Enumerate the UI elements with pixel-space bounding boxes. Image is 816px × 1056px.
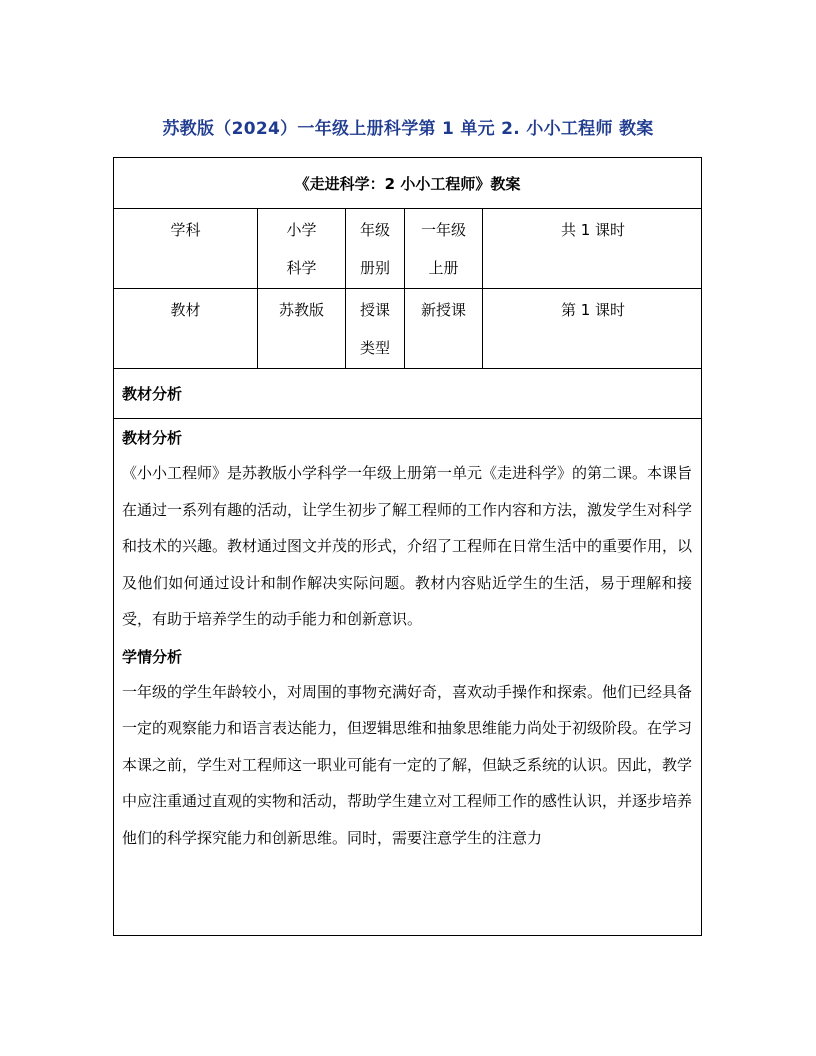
subject-value <box>258 209 346 288</box>
learner-paragraph: 一年级的学生年龄较小，对周围的事物充满好奇，喜欢动手操作和探索。他们已经具备一定的观察能力和语言表达能力，但逻辑思维和抽象思维能力尚处于初级阶段。在学习本课之前，学生对工程师这一职业可能有一定的了解，但缺乏系统的认识。因此，教学中应注重通过直观的实物和活动，帮助学生建立对工程师工作的感性认识，并逐步培养他们的科学探究能力和创新思维。同时，需要注意学生的注意力 <box>122 682 693 847</box>
textbook-value <box>258 289 346 368</box>
table-row-textbook <box>114 289 701 369</box>
lesson-number <box>483 289 702 368</box>
document-title: 苏教版（2024）一年级上册科学第 1 单元 2. 小小工程师 教案 <box>162 119 654 139</box>
section-body <box>114 419 701 856</box>
analysis-paragraph: 《小小工程师》是苏教版小学科学一年级上册第一单元《走进科学》的第二课。本课旨在通过一系列有趣的活动，让学生初步了解工程师的工作内容和方法，激发学生对科学和技术的兴趣。教材通过图文并茂的形式，介绍了工程师在日常生活中的重要作用，以及他们如何通过设计和制作解决实际问题。教材内容贴近学生的生活，易于理解和接受，有助于培养学生的动手能力和创新意识。 <box>122 464 693 628</box>
analysis-heading: 教材分析 <box>122 429 183 447</box>
table-heading: 《走进科学：2 小小工程师》教案 <box>114 158 701 209</box>
grade-label-line2: 册别 <box>359 259 390 277</box>
learner-heading: 学情分析 <box>122 647 183 666</box>
table-row-subject <box>114 209 701 289</box>
lesson-number-text: 第 1 课时 <box>560 301 626 319</box>
grade-label-line1: 年级 <box>359 221 390 239</box>
textbook-label-text: 教材 <box>170 301 201 319</box>
subject-value-line1: 小学 <box>286 221 317 239</box>
grade-label <box>346 209 405 288</box>
grade-value-line2: 上册 <box>428 259 459 277</box>
subject-label <box>114 209 258 288</box>
lesson-type-label <box>346 289 405 368</box>
subject-value-line2: 科学 <box>286 259 317 277</box>
lesson-type-label-line1: 授课 <box>359 301 390 319</box>
total-hours <box>483 209 702 288</box>
section-title: 教材分析 <box>114 369 701 419</box>
subject-label-text: 学科 <box>170 221 201 239</box>
lesson-type-label-line2: 类型 <box>359 339 390 357</box>
lesson-plan-table <box>113 157 702 936</box>
lesson-type-value <box>405 289 483 368</box>
textbook-value-text: 苏教版 <box>278 301 324 319</box>
grade-value <box>405 209 483 288</box>
textbook-label <box>114 289 258 368</box>
lesson-type-value-text: 新授课 <box>420 301 466 319</box>
total-hours-text: 共 1 课时 <box>560 221 626 239</box>
grade-value-line1: 一年级 <box>420 221 466 239</box>
